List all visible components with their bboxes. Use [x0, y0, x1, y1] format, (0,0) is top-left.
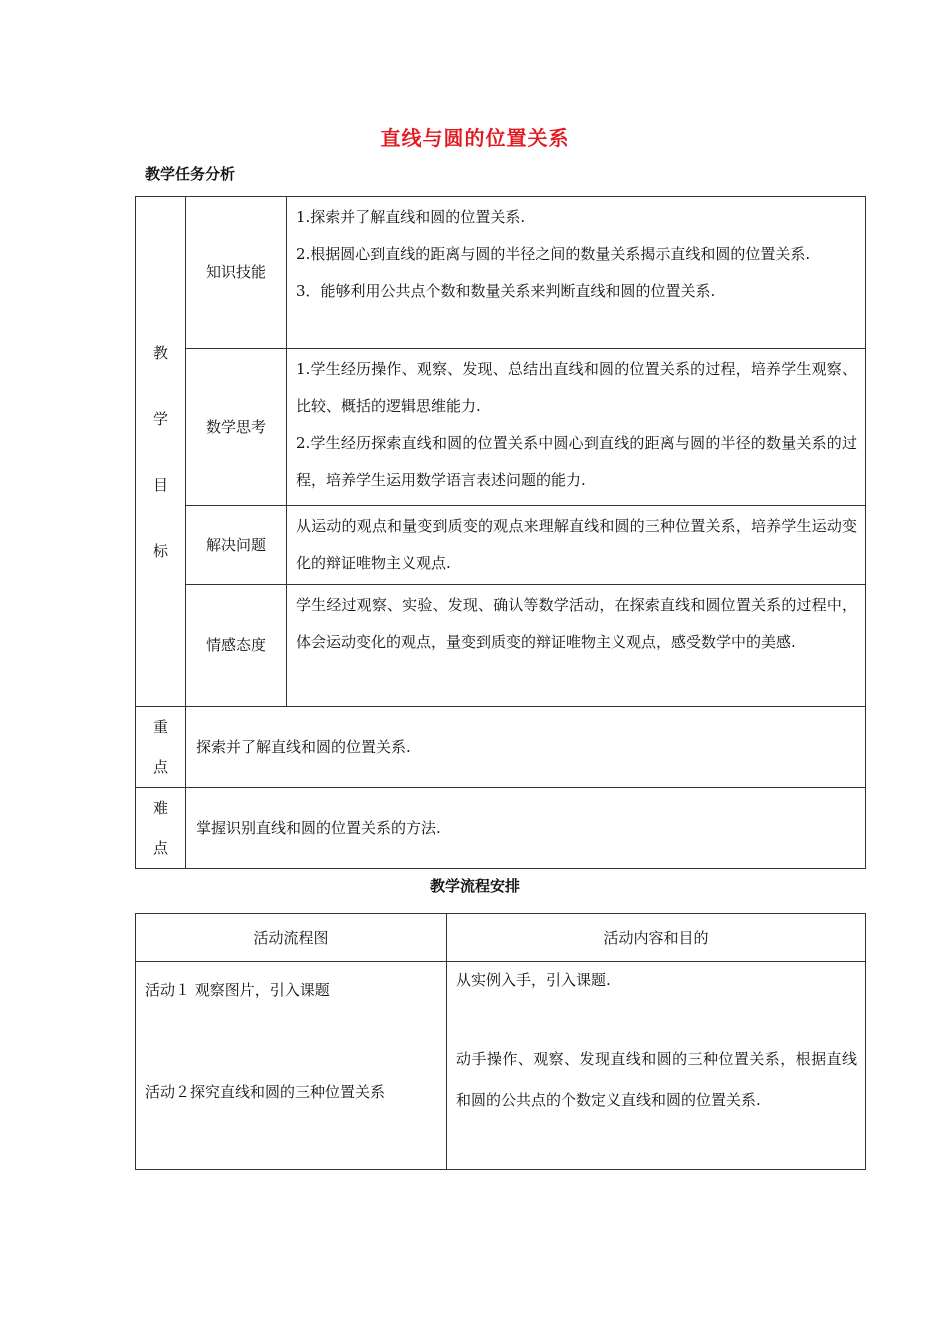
difficult-points-label — [136, 788, 186, 869]
key-points-row — [136, 707, 866, 788]
content-item: 从实例入手，引入课题. — [456, 971, 611, 989]
section-heading-flow: 教学流程安排 — [429, 877, 520, 895]
category-char: 教 — [152, 343, 168, 362]
flow-table-body — [136, 962, 866, 1170]
objective-line: 3．能够利用公共点个数和数量关系来判断直线和圆的位置关系. — [296, 282, 716, 300]
objectives-table — [135, 196, 866, 869]
flow-contents — [447, 962, 866, 1170]
objective-line: 1.探索并了解直线和圆的位置关系. — [296, 208, 526, 226]
category-char: 标 — [152, 541, 168, 560]
objective-row-math-thinking — [136, 349, 866, 506]
category-char: 学 — [152, 409, 168, 428]
label-char: 点 — [152, 758, 168, 776]
objective-content — [287, 506, 866, 585]
objectives-category-label — [136, 197, 186, 707]
flow-activities — [136, 962, 447, 1170]
key-points-text: 探索并了解直线和圆的位置关系. — [186, 707, 866, 788]
objective-line: 从运动的观点和量变到质变的观点来理解直线和圆的三种位置关系，培养学生运动变化的辩证唯物主义观点. — [296, 517, 857, 572]
objective-row-problem-solving — [136, 506, 866, 585]
activity-item: 活动２探究直线和圆的三种位置关系 — [145, 1083, 386, 1101]
category-char: 目 — [152, 475, 168, 494]
content-item: 动手操作、观察、发现直线和圆的三种位置关系，根据直线和圆的公共点的个数定义直线和圆的位置关系. — [456, 1050, 857, 1109]
flow-table-header — [136, 914, 866, 962]
section-heading-task-analysis: 教学任务分析 — [145, 165, 236, 183]
difficult-points-row — [136, 788, 866, 869]
label-char: 难 — [152, 799, 168, 817]
flow-table — [135, 913, 866, 1170]
column-header: 活动流程图 — [136, 914, 447, 962]
objective-row-knowledge — [136, 197, 866, 349]
objective-name: 知识技能 — [186, 197, 287, 349]
objective-name: 情感态度 — [186, 585, 287, 707]
key-points-label — [136, 707, 186, 788]
label-char: 点 — [152, 839, 168, 857]
objective-name: 数学思考 — [186, 349, 287, 506]
objective-line: 1.学生经历操作、观察、发现、总结出直线和圆的位置关系的过程，培养学生观察、比较、概括的逻辑思维能力. — [296, 360, 857, 415]
document-title: 直线与圆的位置关系 — [380, 126, 570, 150]
objective-content — [287, 585, 866, 707]
difficult-points-text: 掌握识别直线和圆的位置关系的方法. — [186, 788, 866, 869]
objective-name: 解决问题 — [186, 506, 287, 585]
objective-line: 2.学生经历探索直线和圆的位置关系中圆心到直线的距离与圆的半径的数量关系的过程，培养学生运用数学语言表述问题的能力. — [296, 434, 857, 489]
objective-row-attitude — [136, 585, 866, 707]
objective-content — [287, 349, 866, 506]
objective-line: 学生经过观察、实验、发现、确认等数学活动，在探索直线和圆位置关系的过程中，体会运动变化的观点，量变到质变的辩证唯物主义观点，感受数学中的美感. — [296, 596, 857, 651]
objective-content — [287, 197, 866, 349]
activity-item: 活动１ 观察图片，引入课题 — [145, 981, 330, 999]
objective-line: 2.根据圆心到直线的距离与圆的半径之间的数量关系揭示直线和圆的位置关系. — [296, 245, 811, 263]
label-char: 重 — [152, 718, 168, 736]
column-header: 活动内容和目的 — [447, 914, 866, 962]
